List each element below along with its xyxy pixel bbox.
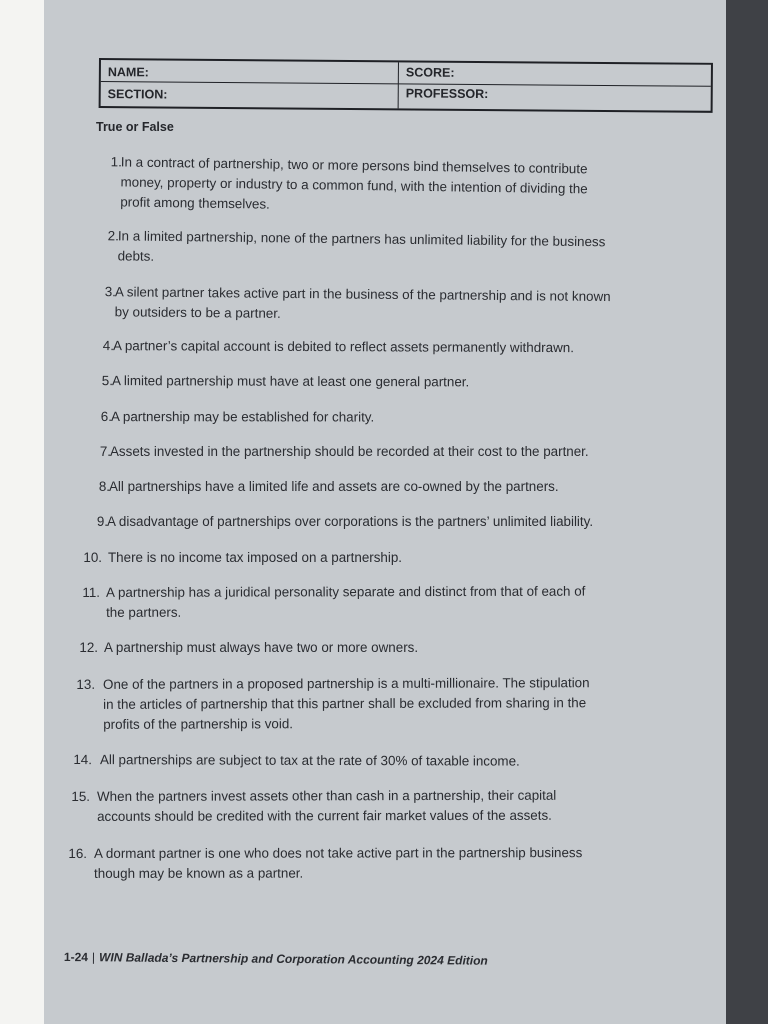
name-label: NAME: bbox=[101, 60, 399, 84]
question-number: 11. bbox=[82, 584, 101, 600]
question-text-line: A partner’s capital account is debited to reflect assets permanently withdrawn. bbox=[112, 338, 574, 356]
question-text-line: There is no income tax imposed on a partnership. bbox=[108, 550, 403, 565]
question-text-line: in the articles of partnership that this partner shall be excluded from sharing in the bbox=[103, 695, 587, 712]
question-text-line: In a contract of partnership, two or more persons bind themselves to contribute bbox=[120, 154, 588, 177]
student-info-table bbox=[99, 58, 713, 113]
question-text-line: by outsiders to be a partner. bbox=[114, 304, 281, 321]
background-right bbox=[726, 0, 768, 1024]
document-page bbox=[44, 0, 726, 1024]
page-footer bbox=[64, 950, 488, 968]
question-text-line: A disadvantage of partnerships over corporations is the partners’ unlimited liability. bbox=[107, 514, 594, 529]
question-text-line: A limited partnership must have at least one general partner. bbox=[111, 373, 470, 390]
question-text-line: A partnership must always have two or more owners. bbox=[104, 640, 419, 655]
question-number: 8. bbox=[98, 479, 110, 494]
question-text-line: debts. bbox=[117, 248, 155, 264]
question-text-line: All partnerships have a limited life and assets are co-owned by the partners. bbox=[109, 479, 559, 494]
question-number: 5. bbox=[101, 373, 113, 389]
question-number: 13. bbox=[76, 676, 96, 692]
question-number: 3. bbox=[104, 284, 116, 300]
question-number: 2. bbox=[107, 228, 119, 244]
question-number: 9. bbox=[96, 514, 108, 529]
question-number: 14. bbox=[73, 752, 92, 768]
page-number: 1-24 bbox=[63, 950, 89, 965]
question-text-line: A partnership has a juridical personality separate and distinct from that of each of bbox=[106, 583, 586, 600]
section-heading: True or False bbox=[96, 120, 174, 134]
question-number: 6. bbox=[100, 409, 112, 425]
background-left bbox=[0, 0, 44, 1024]
question-text-line: One of the partners in a proposed partnership is a multi-millionaire. The stipulation bbox=[103, 675, 590, 692]
footer-separator: | bbox=[91, 950, 96, 965]
question-text-line: money, property or industry to a common fund, with the intention of dividing the bbox=[120, 174, 588, 197]
question-text-line: A silent partner takes active part in the business of the partnership and is not known bbox=[114, 284, 611, 305]
question-number: 16. bbox=[68, 845, 88, 861]
question-text-line: When the partners invest assets other than cash in a partnership, their capital bbox=[97, 787, 557, 804]
score-label: SCORE: bbox=[399, 62, 711, 86]
question-number: 1. bbox=[110, 154, 122, 170]
question-text-line: A partnership may be established for charity. bbox=[110, 409, 375, 425]
question-text-line: profit among themselves. bbox=[120, 194, 270, 212]
question-text-line: though may be known as a partner. bbox=[94, 865, 304, 881]
question-number: 7. bbox=[99, 444, 111, 459]
question-number: 4. bbox=[102, 338, 114, 354]
question-text-line: accounts should be credited with the current fair market values of the assets. bbox=[97, 807, 552, 824]
professor-label: PROFESSOR: bbox=[405, 86, 489, 102]
question-number: 15. bbox=[71, 788, 91, 804]
book-title: WIN Ballada’s Partnership and Corporation Accounting 2024 Edition bbox=[99, 950, 488, 968]
section-label: SECTION: bbox=[101, 82, 399, 108]
question-text-line: the partners. bbox=[106, 604, 182, 620]
question-text-line: In a limited partnership, none of the partners has unlimited liability for the business bbox=[117, 228, 606, 250]
question-number: 10. bbox=[83, 550, 102, 565]
question-text-line: Assets invested in the partnership should be recorded at their cost to the partner. bbox=[110, 444, 589, 459]
question-text-line: profits of the partnership is void. bbox=[103, 716, 293, 732]
question-number: 12. bbox=[79, 640, 98, 655]
question-text-line: All partnerships are subject to tax at the rate of 30% of taxable income. bbox=[99, 752, 520, 769]
question-text-line: A dormant partner is one who does not take active part in the partnership business bbox=[94, 845, 583, 861]
